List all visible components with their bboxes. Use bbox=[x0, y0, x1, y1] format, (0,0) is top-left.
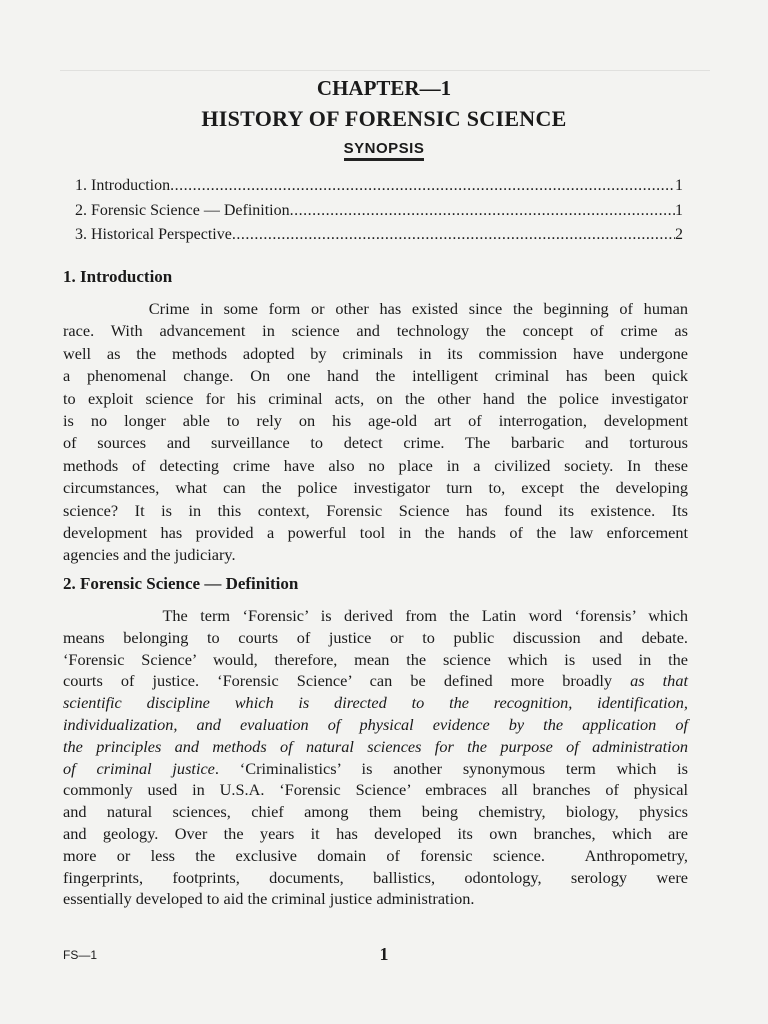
text-line: development has provided a powerful tool in the hands of the law enforcement bbox=[63, 523, 688, 542]
toc-page: 1 bbox=[675, 177, 683, 194]
footer-code: FS—1 bbox=[63, 948, 98, 962]
text-segment: essentially developed to aid the criminal justice administration. bbox=[63, 889, 475, 909]
italic-text: scientific discipline which is directed to the recognition, identification, bbox=[63, 693, 688, 713]
text-segment: The term ‘Forensic’ is derived from the Latin word ‘forensis’ which bbox=[63, 606, 688, 625]
section-heading-introduction: 1. Introduction bbox=[63, 267, 173, 286]
bleed-through-rule bbox=[60, 70, 710, 71]
toc-label: 1. Introduction bbox=[75, 177, 171, 194]
text-line bbox=[63, 802, 688, 822]
text-line bbox=[63, 650, 688, 670]
toc-leader-dots bbox=[232, 226, 675, 244]
toc-leader-dots bbox=[170, 177, 675, 195]
text-line bbox=[63, 868, 688, 888]
text-line: science? It is in this context, Forensic Science has found its existence. Its bbox=[63, 500, 688, 520]
toc-page: 2 bbox=[675, 226, 683, 243]
synopsis-heading: SYNOPSIS bbox=[0, 140, 768, 157]
text-line bbox=[63, 759, 688, 779]
text-line bbox=[63, 715, 688, 735]
text-line bbox=[63, 824, 688, 844]
section-heading-definition: 2. Forensic Science — Definition bbox=[63, 574, 299, 593]
text-segment: and geology. Over the years it has developed its own branches, which are bbox=[63, 824, 688, 843]
text-line bbox=[63, 693, 688, 713]
text-segment: and natural sciences, chief among them being chemistry, biology, physics bbox=[63, 802, 688, 822]
text-line bbox=[63, 671, 688, 691]
text-line: to exploit science for his criminal acts, on the other hand the police investigator bbox=[63, 388, 688, 408]
text-segment: means belonging to courts of justice or to public discussion and debate. bbox=[63, 627, 688, 647]
toc-entry bbox=[75, 202, 683, 220]
toc-label: 3. Historical Perspective bbox=[75, 226, 232, 243]
text-segment: . ‘Criminalistics’ is another synonymous term which is bbox=[214, 758, 688, 778]
toc-entry bbox=[75, 177, 683, 195]
text-line: well as the methods adopted by criminals in its commission have undergone bbox=[63, 343, 688, 363]
text-line bbox=[63, 780, 688, 800]
text-line: a phenomenal change. On one hand the intelligent criminal has been quick bbox=[63, 366, 688, 386]
text-segment: ‘Forensic Science’ would, therefore, mean the science which is used in the bbox=[63, 649, 688, 669]
text-segment: commonly used in U.S.A. ‘Forensic Science’ embraces all branches of physical bbox=[63, 780, 688, 800]
text-line: of sources and surveillance to detect crime. The barbaric and torturous bbox=[63, 433, 688, 453]
text-line: agencies and the judiciary. bbox=[63, 545, 236, 565]
text-segment: fingerprints, footprints, documents, ballistics, odontology, serology were bbox=[63, 867, 688, 887]
toc-leader-dots bbox=[290, 202, 675, 220]
toc-page: 1 bbox=[675, 202, 683, 219]
text-line bbox=[63, 606, 688, 626]
text-line: Crime in some form or other has existed since the beginning of human bbox=[63, 299, 688, 318]
chapter-number: CHAPTER—1 bbox=[316, 76, 452, 100]
text-line: race. With advancement in science and technology the concept of crime as bbox=[63, 321, 688, 341]
chapter-title: HISTORY OF FORENSIC SCIENCE bbox=[201, 106, 567, 131]
text-line bbox=[63, 628, 688, 648]
italic-text: individualization, and evaluation of physical evidence by the application of bbox=[63, 715, 688, 734]
text-line bbox=[63, 889, 688, 909]
page-number: 1 bbox=[379, 944, 389, 964]
text-segment: courts of justice. ‘Forensic Science’ can be defined more broadly bbox=[63, 671, 631, 691]
toc-entry bbox=[75, 226, 683, 244]
text-line bbox=[63, 737, 688, 757]
italic-text: the principles and methods of natural sciences for the purpose of administration bbox=[63, 736, 688, 756]
text-line: circumstances, what can the police investigator turn to, except the developing bbox=[63, 478, 688, 498]
italic-text: as that bbox=[630, 671, 688, 691]
text-segment: more or less the exclusive domain of forensic science. Anthropometry, bbox=[63, 845, 688, 865]
text-line: is no longer able to rely on his age-old art of interrogation, development bbox=[63, 411, 688, 430]
italic-text: of criminal justice bbox=[63, 758, 215, 778]
toc-label: 2. Forensic Science — Definition bbox=[75, 202, 290, 219]
text-line bbox=[63, 846, 688, 866]
text-line: methods of detecting crime have also no place in a civilized society. In these bbox=[63, 455, 688, 475]
